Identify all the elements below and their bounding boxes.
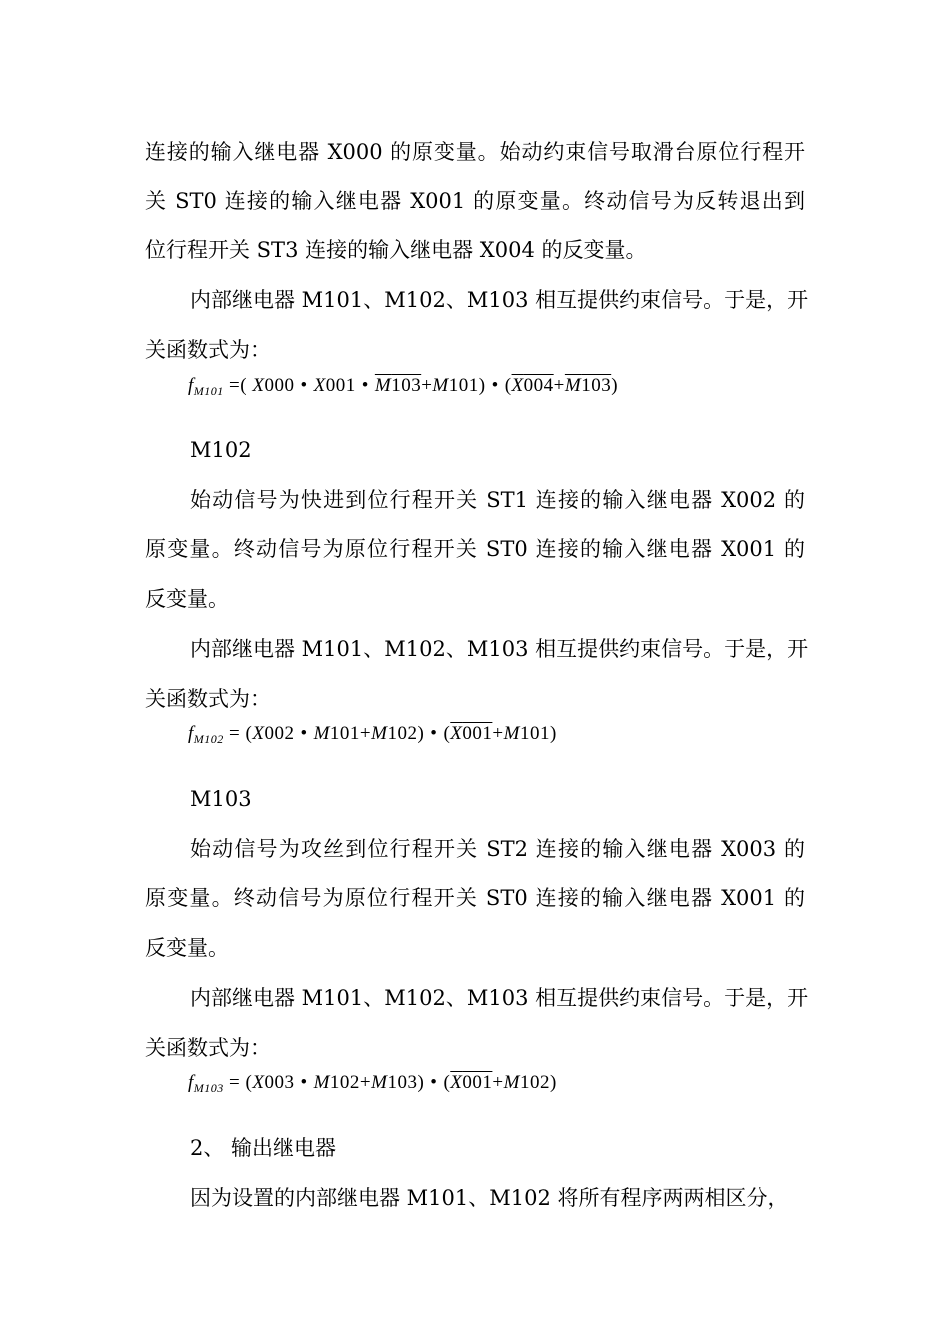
paragraph-line: 位行程开关 ST3 连接的输入继电器 X004 的反变量。 <box>145 238 647 262</box>
paragraph-line: 关函数式为： <box>145 338 271 362</box>
formula-m102: $f_{M102} = (X002$ • M101+M102) • (X001+M101) <box>188 723 557 746</box>
paragraph-line: 连接的输入继电器 X000 的原变量。始动约束信号取滑台原位行程开 <box>145 140 805 164</box>
section-heading-m103: M103 <box>190 787 252 811</box>
paragraph-line: 原变量。终动信号为原位行程开关 ST0 连接的输入继电器 X001 的 <box>145 886 805 910</box>
paragraph-line: 内部继电器 M101、M102、M103 相互提供约束信号。于是，开 <box>190 288 809 312</box>
paragraph-line: 关 ST0 连接的输入继电器 X001 的原变量。终动信号为反转退出到 <box>145 189 805 213</box>
paragraph-line: 始动信号为快进到位行程开关 ST1 连接的输入继电器 X002 的 <box>190 488 805 512</box>
formula-m101: $f_{M101}$ =( X000 • X001 • M103+M101) • (X004+M103) <box>188 375 619 398</box>
paragraph-line: 内部继电器 M101、M102、M103 相互提供约束信号。于是，开 <box>190 986 809 1010</box>
paragraph-line: 始动信号为攻丝到位行程开关 ST2 连接的输入继电器 X003 的 <box>190 837 805 861</box>
paragraph-line: 原变量。终动信号为原位行程开关 ST0 连接的输入继电器 X001 的 <box>145 537 805 561</box>
paragraph-line: 因为设置的内部继电器 M101、M102 将所有程序两两相区分， <box>190 1186 789 1210</box>
paragraph-line: 关函数式为： <box>145 1036 271 1060</box>
section-heading-m102: M102 <box>190 438 252 462</box>
paragraph-line: 内部继电器 M101、M102、M103 相互提供约束信号。于是，开 <box>190 637 809 661</box>
section-heading-output-relay: 2、 输出继电器 <box>190 1136 337 1160</box>
paragraph-line: 反变量。 <box>145 936 229 960</box>
formula-m103: $f_{M103} = (X003$ • M102+M103) • (X001+M102) <box>188 1072 557 1095</box>
paragraph-line: 反变量。 <box>145 587 229 611</box>
paragraph-line: 关函数式为： <box>145 687 271 711</box>
